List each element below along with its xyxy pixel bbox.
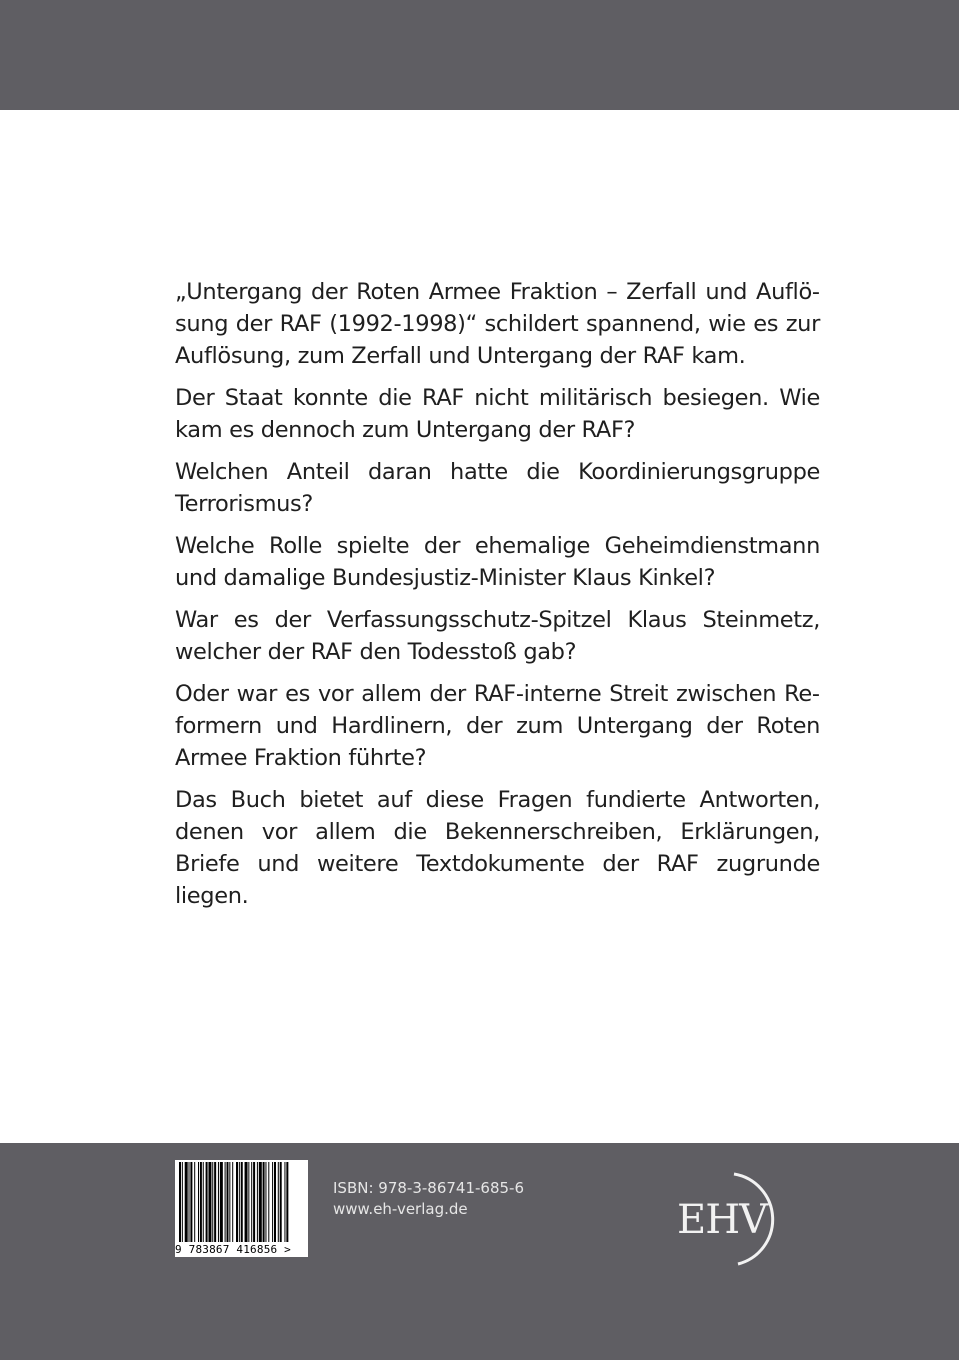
- bottom-color-band: [0, 1143, 959, 1360]
- blurb-paragraph: Oder war es vor allem der RAF-interne Streit zwischen Reformern und Hardlinern, der zum Untergang der Roten Armee Fraktion führte?: [175, 681, 820, 771]
- back-cover-blurb: [175, 276, 820, 922]
- blurb-paragraph: Welche Rolle spielte der ehemalige Geheimdienstmann und damalige Bundesjustiz-Minister Klaus Kinkel?: [175, 533, 820, 591]
- publisher-logo: [672, 1168, 782, 1268]
- isbn-barcode: [175, 1160, 308, 1257]
- blurb-paragraph: Der Staat konnte die RAF nicht militärisch besiegen. Wie kam es dennoch zum Untergang der RAF?: [175, 385, 820, 443]
- blurb-paragraph: „Untergang der Roten Armee Fraktion – Zerfall und Auflösung der RAF (1992-1998)“ schildert spannend, wie es zur Auflösung, zum Zerfall und Untergang der RAF kam.: [175, 279, 820, 369]
- blurb-paragraph: War es der Verfassungsschutz-Spitzel Klaus Steinmetz, welcher der RAF den Todesstoß gab?: [175, 607, 820, 665]
- publisher-website: www.eh-verlag.de: [333, 1200, 468, 1218]
- barcode-digits: 9 783867 416856 >: [175, 1243, 291, 1256]
- isbn-number: ISBN: 978-3-86741-685-6: [333, 1179, 524, 1197]
- blurb-paragraph: Welchen Anteil daran hatte die Koordinierungsgruppe Terrorismus?: [175, 459, 820, 517]
- barcode-bars-icon: [175, 1160, 308, 1244]
- blurb-paragraph: Das Buch bietet auf diese Fragen fundierte Antworten, denen vor allem die Bekennerschreiben, Erklärungen, Briefe und weitere Textdokumente der RAF zugrunde liegen.: [175, 787, 820, 909]
- top-color-band: [0, 0, 959, 110]
- logo-text: EHV: [677, 1197, 767, 1243]
